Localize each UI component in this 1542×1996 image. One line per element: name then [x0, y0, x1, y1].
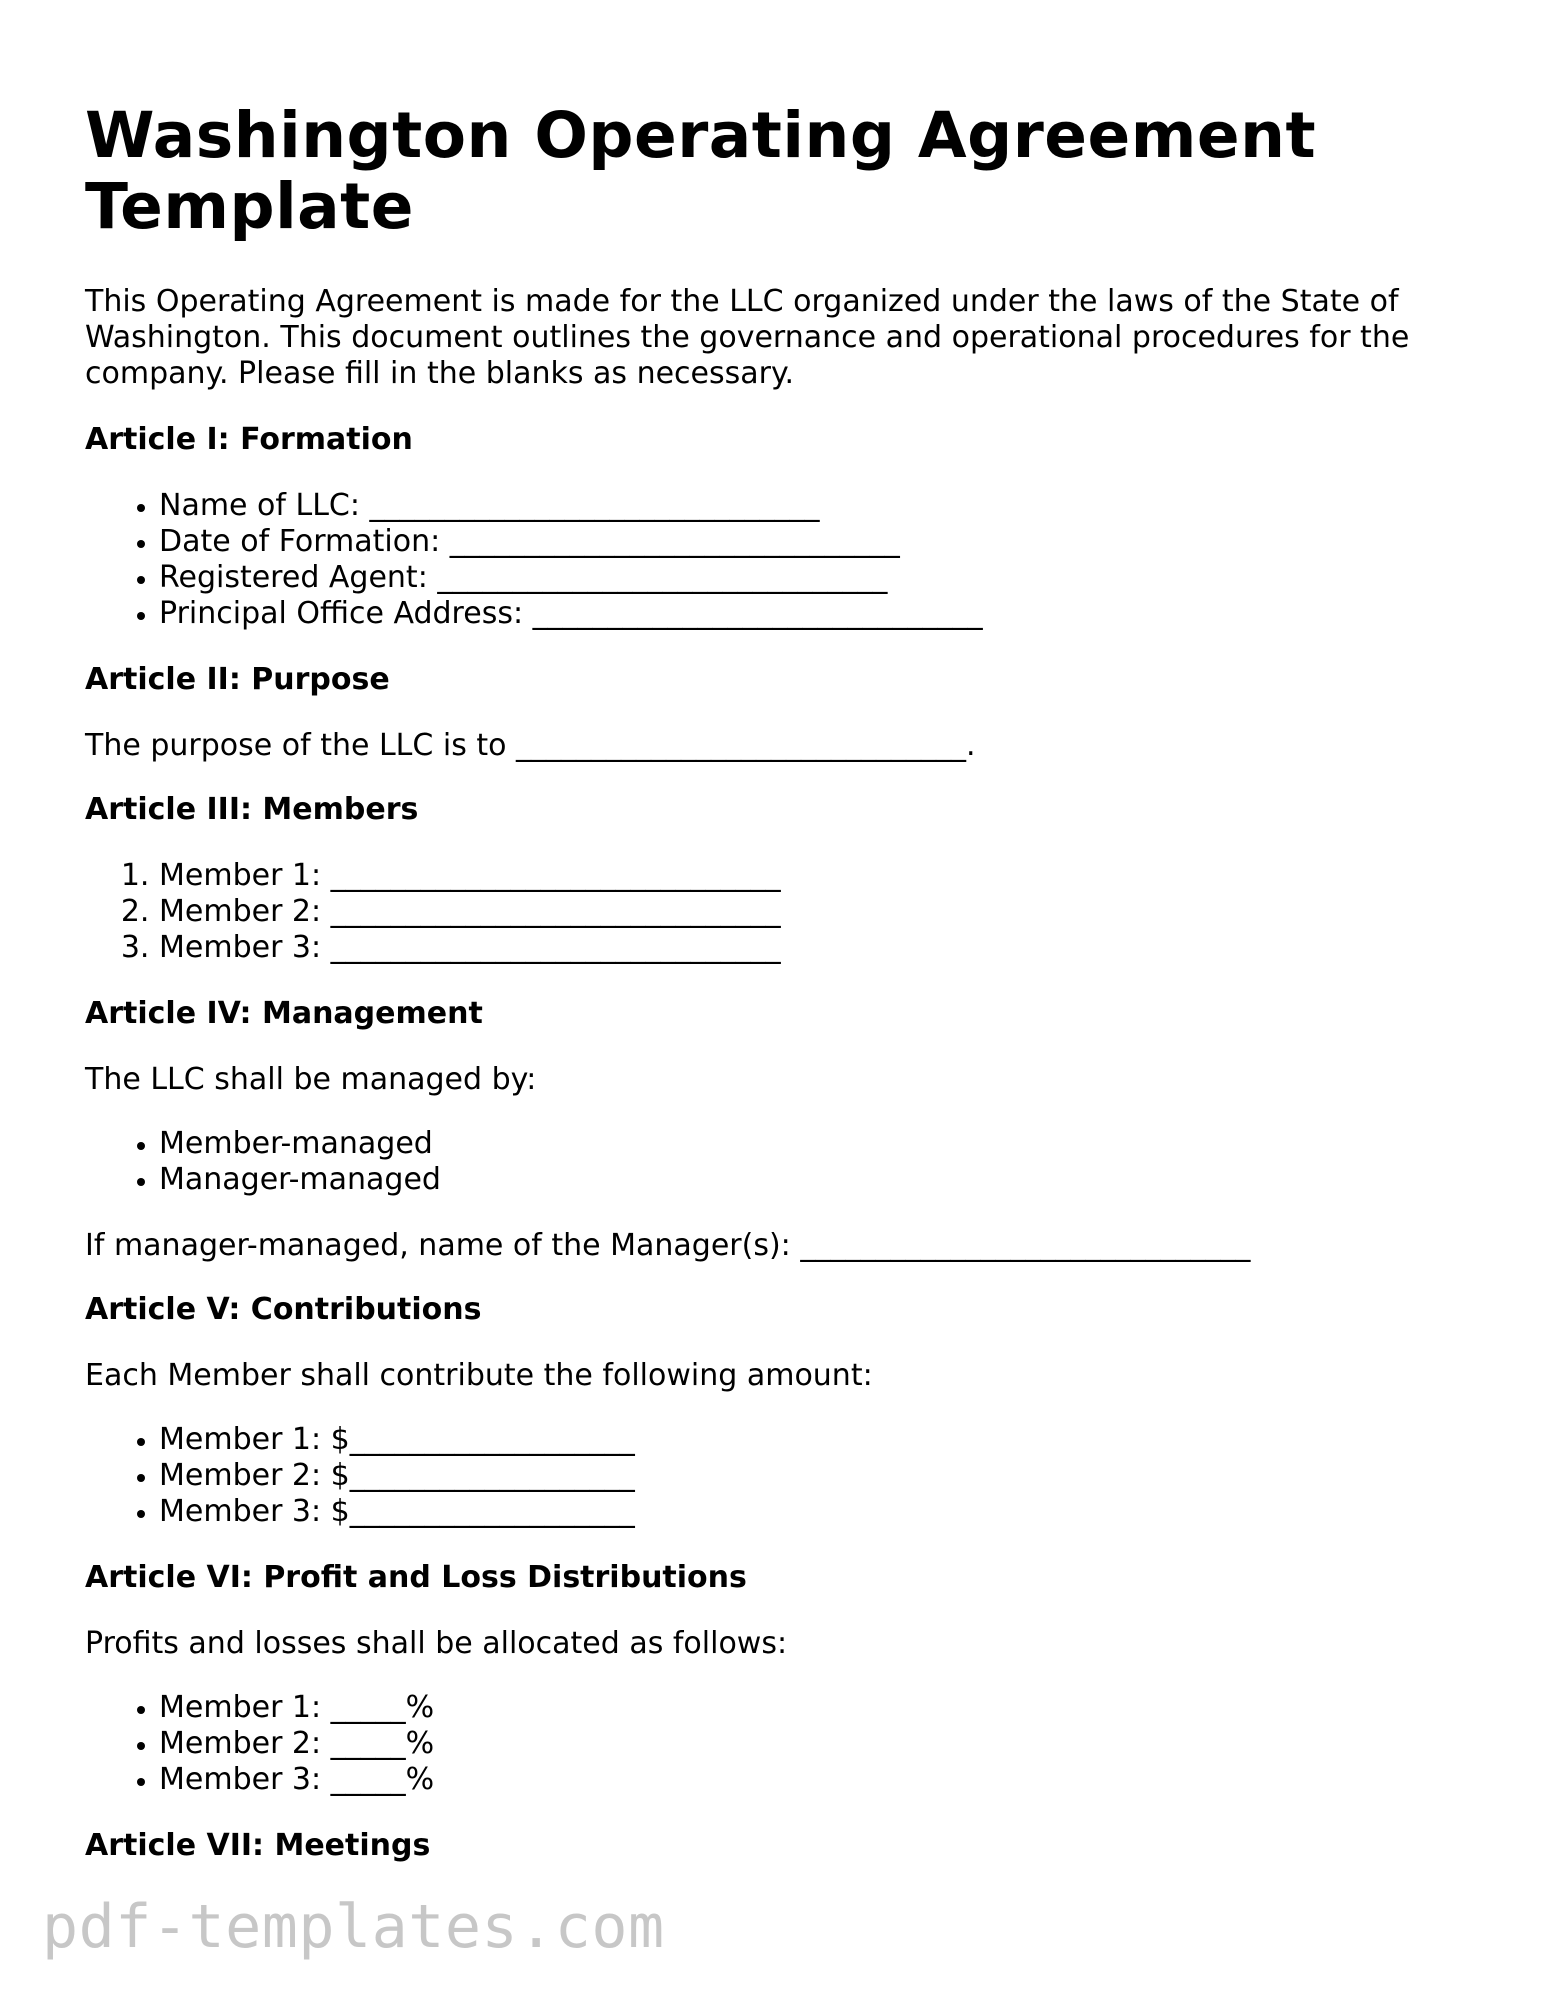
- formation-item-date: • Date of Formation: ______________________________: [159, 524, 1465, 560]
- contributions-list: [85, 1422, 1465, 1530]
- purpose-text: The purpose of the LLC is to ______________________________.: [85, 728, 976, 763]
- formation-item-agent: • Registered Agent: ______________________________: [159, 560, 1465, 596]
- distribution-item: • Member 1: _____%: [159, 1690, 1465, 1726]
- contribution-item: • Member 1: $___________________: [159, 1422, 1465, 1458]
- article-7-heading: Article VII: Meetings: [85, 1828, 431, 1863]
- management-option-manager: • Manager-managed: [159, 1162, 1465, 1198]
- formation-list: [85, 488, 1465, 632]
- article-3-heading: Article III: Members: [85, 792, 419, 827]
- member-item: 1. Member 1: ______________________________: [159, 858, 1465, 894]
- article-4-heading: Article IV: Management: [85, 996, 483, 1031]
- formation-item-address: • Principal Office Address: ______________________________: [159, 596, 1465, 632]
- members-list: [85, 858, 1465, 966]
- management-options-list: [85, 1126, 1465, 1198]
- member-item: 2. Member 2: ______________________________: [159, 894, 1465, 930]
- article-2-heading: Article II: Purpose: [85, 662, 390, 697]
- distributions-list: [85, 1690, 1465, 1798]
- member-item: 3. Member 3: ______________________________: [159, 930, 1465, 966]
- article-5-heading: Article V: Contributions: [85, 1292, 482, 1327]
- management-option-member: • Member-managed: [159, 1126, 1465, 1162]
- document-page: [85, 100, 1465, 1894]
- formation-item-name: • Name of LLC: ______________________________: [159, 488, 1465, 524]
- management-text: The LLC shall be managed by:: [85, 1062, 537, 1097]
- article-1-heading: Article I: Formation: [85, 422, 413, 457]
- manager-name-line: If manager-managed, name of the Manager(s): ______________________________: [85, 1228, 1251, 1263]
- contribution-item: • Member 3: $___________________: [159, 1494, 1465, 1530]
- contribution-item: • Member 2: $___________________: [159, 1458, 1465, 1494]
- intro-paragraph: This Operating Agreement is made for the LLC organized under the laws of the State of Washington. This document outlines the governance and operational procedures for the company. Please fill in the blanks as necessary.: [85, 284, 1410, 391]
- watermark-text: pdf-templates.com: [42, 1892, 665, 1962]
- document-title: Washington Operating Agreement Template: [85, 99, 1317, 243]
- distribution-item: • Member 2: _____%: [159, 1726, 1465, 1762]
- article-6-heading: Article VI: Profit and Loss Distributions: [85, 1560, 747, 1595]
- contributions-text: Each Member shall contribute the following amount:: [85, 1358, 873, 1393]
- distributions-text: Profits and losses shall be allocated as follows:: [85, 1626, 788, 1661]
- distribution-item: • Member 3: _____%: [159, 1762, 1465, 1798]
